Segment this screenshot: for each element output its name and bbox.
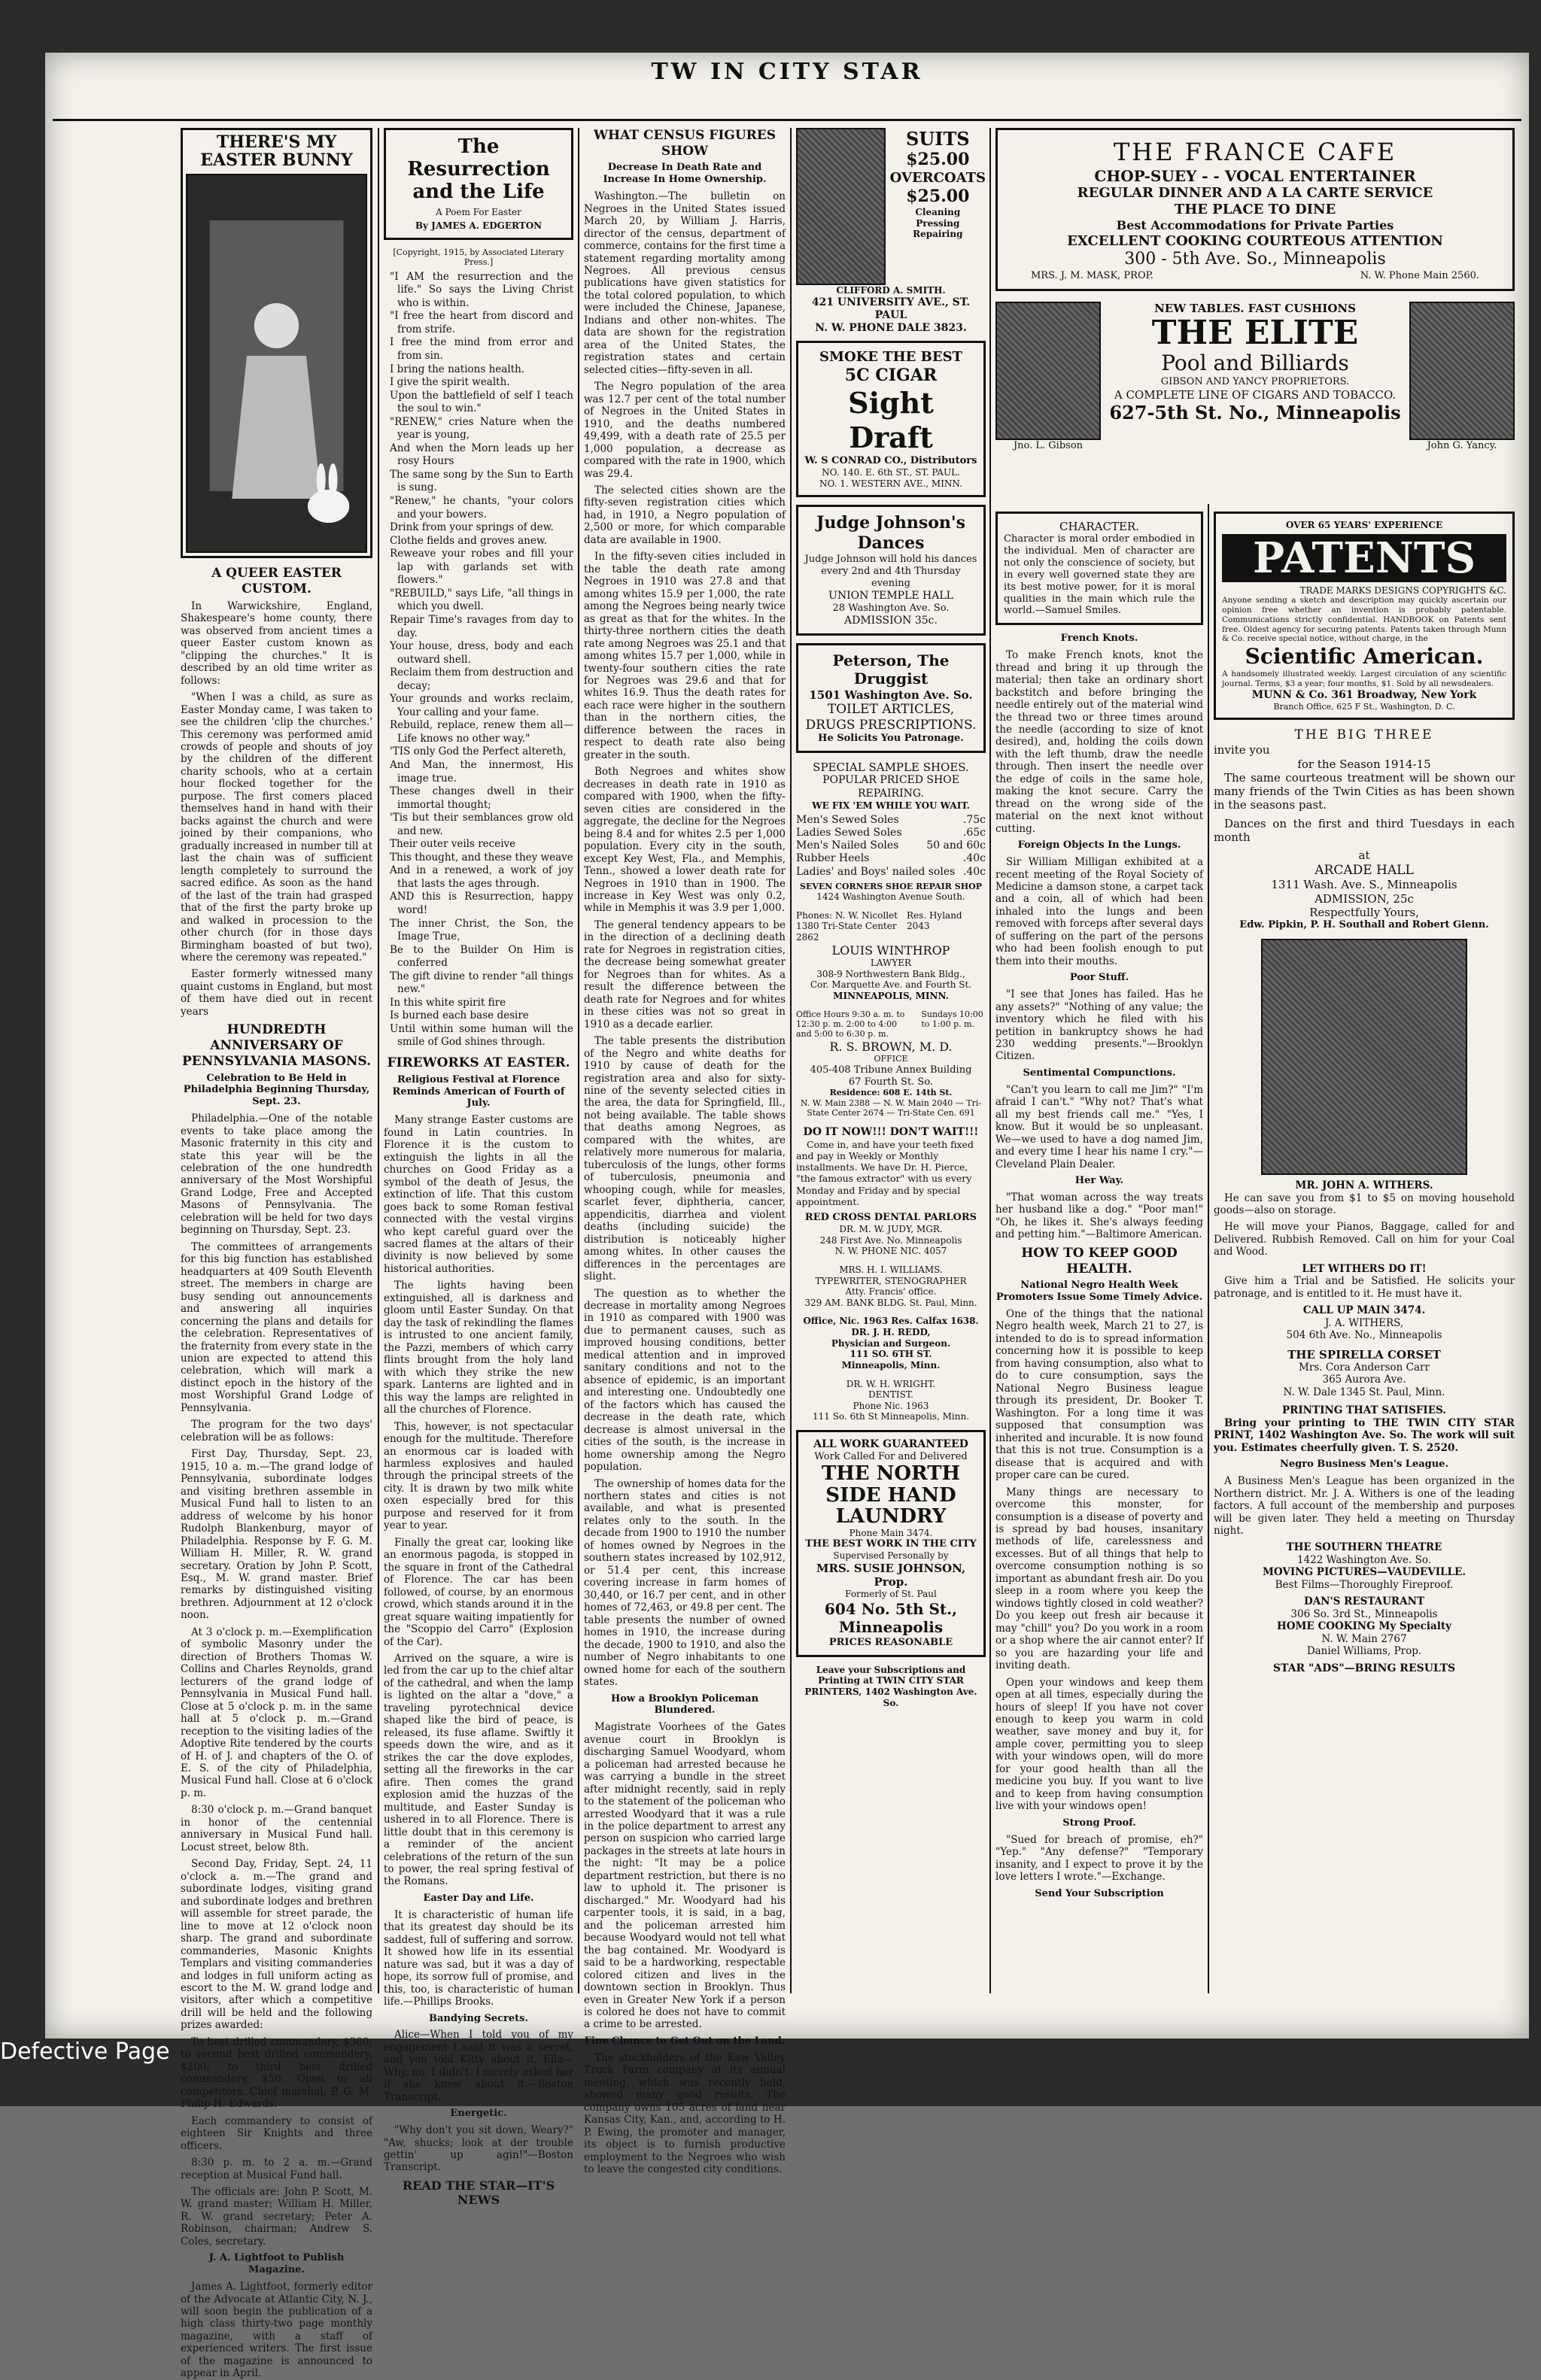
laundry-ad: [796, 1430, 986, 1657]
ad-text: Mrs. Cora Anderson Carr: [1299, 1361, 1430, 1374]
article-paragraph: In the fifty-seven cities included in the table the death rate among Negroes in 1910 was 27.8 and that among whites 15.9 per 1,000, the rate among the Negroes being nearly twice as great as that for the whites. In the thirty-three northern cities the death rate among Negroes was 25.1 and that among whites 15.7 per 1,000, while in twenty-four southern cities the rate for Negroes was 29.6 and that for whites 16.9. Thus the death rates for each race were higher in the southern than in the northern cities, the difference between the races in respect to death rate also being greater in the south.: [584, 551, 786, 761]
ad-text: Dances on the first and third Tuesdays in each month: [1214, 816, 1515, 844]
ad-text: invite you: [1214, 743, 1270, 757]
lightfoot-headline: J. A. Lightfoot to Publish Magazine.: [208, 2252, 345, 2276]
ad-text: RED CROSS DENTAL PARLORS: [804, 1212, 977, 1224]
ad-text: Best Accommodations for Private Parties: [1116, 218, 1394, 233]
clifford-smith-photo: [796, 128, 886, 285]
business-league-headline: Negro Business Men's League.: [1280, 1459, 1448, 1471]
ad-text: NO. 1. WESTERN AVE., MINN.: [819, 478, 962, 489]
strong-proof-headline: Strong Proof.: [1062, 1817, 1136, 1829]
ad-text: 111 SO. 6TH ST.: [850, 1349, 932, 1360]
ad-text: Repairing: [913, 229, 963, 240]
column-2: [384, 128, 573, 2208]
price-value: .40c: [962, 865, 986, 878]
column-4: [796, 128, 986, 1993]
ad-text: Work Called For and Delivered: [814, 1451, 968, 1463]
character-box: [995, 512, 1203, 625]
bandying-headline: Bandying Secrets.: [428, 2012, 529, 2024]
ad-text: TYPEWRITER, STENOGRAPHER: [815, 1275, 967, 1286]
poem-line: The same song by the Sun to Earth is sung.: [390, 468, 573, 494]
article-paragraph: It is characteristic of human life that its greatest day should be its saddest, full of suffering and sorrow. It showed how life in its essential nature was sad, but it was a day of hope, its sorrow full of promise, and this, too, is characteristic of human life.—Phillips Brooks.: [384, 1908, 573, 2008]
poem-line: These changes dwell in their immortal thought;: [390, 785, 573, 811]
ad-text: THE SPIRELLA CORSET: [1287, 1347, 1441, 1362]
census-headline: WHAT CENSUS FIGURES SHOW: [593, 128, 777, 159]
peterson-druggist-ad: [796, 643, 986, 753]
ad-text: N. W. Main 2388 — N. W. Main 2040 — Tri-State Center 2674 — Tri-State Cen. 691: [800, 1097, 982, 1119]
column-1: [181, 128, 372, 2380]
ad-text: A handsomely illustrated weekly. Largest circulation of any scientific journal. Terms, $3 a year; four months, $1. Sold by all newsdealers.: [1222, 669, 1506, 689]
ad-text: DR. W. H. WRIGHT.: [846, 1378, 936, 1389]
poem-copyright: [Copyright, 1915, by Associated Literary Press.]: [393, 247, 564, 268]
poem-line: And in a renewed, a work of joy that lasts the ages through.: [390, 864, 573, 890]
ad-text: He Solicits You Patronage.: [818, 733, 964, 745]
ad-text: The same courteous treatment will be shown our many friends of the Twin Cities as has been shown in the seasons past.: [1214, 770, 1515, 812]
typewriter-card: [796, 1264, 986, 1309]
ad-text: EXCELLENT COOKING COURTEOUS ATTENTION: [1067, 232, 1443, 249]
ad-text: Pressing: [916, 217, 960, 229]
article-paragraph: At 3 o'clock p. m.—Exemplification of symbolic Masonry under the direction of Brothers Thomas W. Collins and Charles Reynolds, grand lecturers of the grand lodge of Pennsylvania in Musical Fund hall. Close at 5 o'clock p. m. in the same hall at 5 o'clock p. m.—Grand reception to the visiting ladies of the Adoptive Rite tendered by the courts of H. of J. and chapters of the O. of E. S. of the city of Philadelphia, Musical Fund hall. Close at 6 o'clock p. m.: [181, 1626, 372, 1799]
ad-text: OFFICE: [874, 1054, 908, 1064]
withers-portrait: [1261, 939, 1467, 1175]
policeman-headline: How a Brooklyn Policeman Blundered.: [610, 1692, 759, 1717]
ad-text: Office, Nic. 1963 Res. Calfax 1638.: [803, 1316, 979, 1327]
ad-text: Supervised Personally by: [833, 1550, 949, 1562]
ad-text: DENTIST.: [868, 1389, 913, 1401]
ad-text: N. W. Dale 1345 St. Paul, Minn.: [1283, 1386, 1445, 1398]
ad-text: A COMPLETE LINE OF CIGARS AND TOBACCO.: [1114, 387, 1397, 402]
ad-text: 300 - 5th Ave. So., Minneapolis: [1124, 249, 1386, 269]
poem-line: Reweave your robes and fill your lap with garlands set with flowers.": [390, 548, 573, 587]
ad-text: Atty. Francis' office.: [845, 1286, 937, 1298]
france-cafe-ad: [995, 128, 1515, 291]
poem-line: Clothe fields and groves anew.: [390, 534, 548, 547]
ad-text: MRS. H. I. WILLIAMS.: [839, 1264, 943, 1275]
shoe-repair-ad: [796, 760, 986, 903]
ad-text: Cor. Marquette Ave. and Fourth St.: [810, 979, 972, 991]
poem-line: Their outer veils receive: [390, 838, 516, 851]
price-item: Rubber Heels: [796, 852, 870, 865]
ad-text: Judge Johnson will hold his dances every 2nd and 4th Thursday evening: [804, 554, 977, 589]
elite-pool-ad: [995, 302, 1515, 452]
poem-line: Drink from your springs of dew.: [390, 521, 554, 534]
ad-text: 1311 Wash. Ave. S., Minneapolis: [1271, 878, 1457, 892]
article-paragraph: To best drilled commandery, $300; to second best drilled commandery, $200; to third best drilled commandery, $50. Open to all competitors. Chief marshal, P. G. M. Philip H. Edwards.: [181, 2035, 372, 2111]
poem-line: AND this is Resurrection, happy word!: [390, 891, 573, 916]
ad-text: THE PLACE TO DINE: [1174, 202, 1336, 218]
ad-text: Phone Main 3474.: [849, 1527, 933, 1538]
ad-text: OVER 65 YEARS' EXPERIENCE: [1285, 520, 1443, 530]
column-footer: Send Your Subscription: [1035, 1887, 1164, 1899]
fireworks-subhead: Religious Festival at Florence Reminds American of Fourth of July.: [392, 1073, 565, 1110]
article-paragraph: 8:30 o'clock p. m.—Grand banquet in honor of the centennial anniversary in Musical Fund hall. Locust street, below 8th.: [181, 1804, 372, 1853]
ad-text: 306 So. 3rd St., Minneapolis: [1290, 1607, 1438, 1620]
ad-text: J. A. WITHERS,: [1324, 1316, 1404, 1329]
ad-text: Branch Office, 625 F St., Washington, D. C.: [1273, 702, 1455, 712]
french-knots-headline: French Knots.: [1060, 633, 1138, 645]
ad-text: TRADE MARKS DESIGNS COPYRIGHTS &C.: [1299, 584, 1506, 596]
ad-text: He can save you from $1 to $5 on moving household goods—also on storage.: [1214, 1192, 1515, 1216]
article-paragraph: "Sued for breach of promise, eh?" "Yep." "Any defense?" "Temporary insanity, and I expect to prove it by the love letters I wrote."—Exchange.: [995, 1833, 1203, 1884]
column-3: [584, 128, 786, 2176]
ad-text: GIBSON AND YANCY PROPRIETORS.: [1160, 376, 1350, 388]
ad-text: 604 No. 5th St., Minneapolis: [824, 1600, 958, 1637]
subscription-note: Leave your Subscriptions and Printing at TWIN CITY STAR PRINTERS, 1402 Washington Ave. So.: [804, 1664, 977, 1708]
yancy-photo: [1409, 302, 1515, 440]
ad-text: for the Season 1914-15: [1297, 757, 1431, 771]
ad-text: John G. Yancy.: [1427, 440, 1497, 452]
poem-line: "REBUILD," says Life, "all things in which you dwell.: [390, 587, 573, 613]
price-value: .40c: [962, 852, 986, 865]
article-paragraph: Many strange Easter customs are found in Latin countries. In Florence it is the custom to extinguish the lights in all the churches on Good Friday as a symbol of the death of Jesus, the extinction of life. That this custom goes back to some Roman festival connected with the vestal virgins who kept careful guard over the sacred flames at the altars of their divinity is now believed by some historical authorities.: [384, 1114, 573, 1275]
ad-text: Sundays 10:00 to 1:00 p. m.: [921, 1009, 983, 1029]
article-paragraph: Alice—When I told you of my engagement I said it was a secret, and you told Kitty about it. Ella—Why, no, I didn't. I merely asked her if she knew about it.—Boston Transcript.: [384, 2029, 573, 2103]
poem-subtitle: A Poem For Easter: [436, 206, 521, 217]
wright-card: [796, 1379, 986, 1423]
ad-text: Respectfully Yours,: [1309, 905, 1419, 919]
ad-text: 248 First Ave. No. Minneapolis: [819, 1234, 962, 1246]
ad-text: Phones: N. W. Nicollet 1380 Tri-State Center 2862: [796, 909, 898, 943]
ad-text: NEW TABLES. FAST CUSHIONS: [1154, 302, 1356, 316]
easter-bunny-illustration: [181, 128, 372, 558]
gibson-photo: [995, 302, 1101, 440]
article-paragraph: One of the things that the national Negro health week, March 21 to 27, is intended to do is to spread information concerning how it is possible to keep from having consumption, also what to do to cure consumption, says the National Negro Business league through its president, Dr. Booker T. Washington. For a long time it was supposed that consumption was inherited and incurable. It is now found that this is not true. Consumption is a disease that is acquired and with proper care can be cured.: [995, 1308, 1203, 1482]
poem-line: Repair Time's ravages from day to day.: [390, 613, 573, 639]
column-rule: [578, 128, 579, 1993]
ad-text: at: [1358, 848, 1370, 863]
price-row: [796, 814, 986, 827]
ad-text: THE ELITE: [1151, 313, 1359, 352]
price-item: Ladies Sewed Soles: [796, 827, 902, 839]
ad-text: N. W. Main 2767: [1321, 1632, 1407, 1645]
easter-day-headline: Easter Day and Life.: [423, 1892, 534, 1904]
doctor-card: [796, 1009, 986, 1119]
her-way-headline: Her Way.: [1074, 1175, 1124, 1187]
ad-text: Physician and Surgeon.: [831, 1337, 951, 1349]
ad-text: 28 Washington Ave. So.: [832, 602, 950, 614]
article-paragraph: Second Day, Friday, Sept. 24, 11 o'clock a. m.—The grand and subordinate lodges, visiting grand and subordinate lodges and brethren will assemble for street parade, the line to move at 12 o'clock noon sharp. The grand and subordinate commanderies, Masonic Knights Templars and visiting commanderies and lodges in full uniform acting as escort to the M. W. grand lodge and visitors, after which a competitive drill will be held and the following prizes awarded:: [181, 1858, 372, 2032]
article-paragraph: The Negro population of the area was 12.7 per cent of the total number of Negroes in the United States in 1910, and the deaths numbered 49,499, with a death rate of 25.5 per 1,000 population, a decrease as compared with the rate in 1900, which was 29.4.: [584, 381, 786, 480]
poem-line: Upon the battlefield of self I teach the soul to win.": [390, 389, 573, 415]
ad-text: SPECIAL SAMPLE SHOES.: [813, 760, 969, 775]
article-paragraph: Many things are necessary to overcome this monster, for consumption is a disease of poverty and is spread by bad houses, insanitary methods of life, carelessness and excesses. But of all things that help to overcome consumption nothing is so important as abundant fresh air. Do you sleep in a room where you keep the windows tightly closed in cold weather? Do you keep out fresh air because it may "chill" you? Do you work in a room or a shop where the air cannot enter? If so you are hazarding your life and inviting death.: [995, 1486, 1203, 1672]
ad-text: Scientific American.: [1245, 644, 1484, 669]
poem-line: Your house, dress, body and each outward shell.: [390, 640, 573, 666]
poem-line: Until within some human will the smile of God shines through.: [390, 1022, 573, 1049]
ad-text: 421 UNIVERSITY AVE., ST. PAUL: [811, 296, 971, 321]
ad-text: N. W. PHONE DALE 3823.: [815, 321, 967, 334]
ad-text: MOVING PICTURES—VAUDEVILLE.: [1262, 1566, 1467, 1579]
ad-text: MINNEAPOLIS, MINN.: [833, 990, 949, 1001]
poem-line: I free the mind from error and from sin.: [390, 336, 573, 363]
article-paragraph: A Business Men's League has been organized in the Northern district. Mr. J. A. Withers is one of the leading factors. A full account of the membership and purposes will be given later. They held a meeting on Thursday night.: [1214, 1475, 1515, 1537]
ad-text: UNION TEMPLE HALL: [828, 589, 953, 602]
ad-text: DR. J. H. REDD,: [851, 1327, 931, 1338]
ad-text: He will move your Pianos, Baggage, called for and Delivered. Rubbish Removed. Call on him for your Coal and Wood.: [1214, 1221, 1515, 1258]
price-value: .65c: [962, 827, 986, 839]
ad-text: R. S. BROWN, M. D.: [829, 1039, 953, 1054]
top-right-ads: [995, 128, 1515, 504]
ad-text: Jno. L. Gibson: [1013, 440, 1084, 452]
ad-text: PRINTING THAT SATISFIES.: [1282, 1404, 1446, 1417]
ad-text: LET WITHERS DO IT!: [1302, 1262, 1427, 1275]
poem-line: "Renew," he chants, "your colors and your bowers.: [390, 495, 573, 521]
article-paragraph: Character is moral order embodied in the individual. Men of character are not only the conscience of society, but in every well governed state they are its best motive power, for it is moral qualities in the main which rule the world.—Samuel Smiles.: [1004, 533, 1195, 617]
judge-johnson-dances-ad: [796, 505, 986, 635]
article-paragraph: Open your windows and keep them open at all times, especially during the hours of sleep! If you have not cover enough to keep you warm in cold weather, save money and buy it, for ample cover, permitting you to sleep with your windows open, will do more for your good health than all the medicine you buy. If you want to live and to keep from having consumption live with your windows open!: [995, 1676, 1203, 1813]
ad-text: Bring your printing to THE TWIN CITY STAR PRINT, 1402 Washington Ave. So. The work will suit you. Estimates cheerfully given. T. S. 2520.: [1214, 1416, 1515, 1454]
column-6: [1214, 512, 1515, 1986]
ad-text: HOME COOKING My Specialty: [1277, 1620, 1451, 1633]
ad-text: Peterson, The Druggist: [832, 651, 950, 688]
column-rule: [790, 128, 792, 1993]
price-item: Men's Nailed Soles: [796, 839, 899, 852]
price-row: [796, 839, 986, 852]
character-headline: CHARACTER.: [1059, 520, 1139, 533]
poem-line: The inner Christ, the Son, the Image True,: [390, 917, 573, 943]
poem-line: Be to the Builder On Him is conferred: [390, 943, 573, 970]
article-paragraph: This, however, is not spectacular enough for the multitude. Therefore an enormous car is loaded with harmless explosives and hauled through the principal streets of the city. It is drawn by two milk white oxen especially bred for this purpose and reserved for it from year to year.: [384, 1420, 573, 1532]
ad-text: 1422 Washington Ave. So.: [1296, 1553, 1432, 1566]
ad-text: Pool and Billiards: [1161, 350, 1349, 375]
article-paragraph: Both Negroes and whites show decreases in death rate in 1910 as compared with 1900, when the fifty-seven cities are considered in the aggregate, the decline for the Negroes being 8.4 and for whites 2.5 per 1,000 population. Every city in the south, except Key West, Fla., and Memphis, Tenn., showed a lower death rate for Negroes in 1910 than in 1900. The increase in Key West was only 0.2, while in Memphis it was 3.9 per 1,000.: [584, 766, 786, 915]
poor-stuff-headline: Poor Stuff.: [1069, 972, 1129, 984]
suits-ad: [796, 128, 986, 285]
ad-text: REGULAR DINNER AND A LA CARTE SERVICE: [1077, 185, 1433, 202]
ad-text: Residence: 608 E. 14th St.: [829, 1088, 953, 1098]
price-row: [796, 852, 986, 865]
article-paragraph: The lights having been extinguished, all is darkness and gloom until Easter Sunday. On that day the task of rekindling the flames is intrusted to one ancient family, the Pazzi, members of which carry flints brought from the holy land with which they strike the new spark. Lanterns are lighted and in this way the lamps are relighted in all the churches of Florence.: [384, 1280, 573, 1416]
lawyer-card: [796, 910, 986, 1002]
ad-text: DO IT NOW!!! DON'T WAIT!!!: [803, 1125, 979, 1138]
ad-text: N. W. Phone Main 2560.: [1360, 269, 1479, 281]
ad-text: PRICES REASONABLE: [828, 1636, 953, 1648]
price-item: Ladies' and Boys' nailed soles: [796, 865, 956, 878]
ad-text: Edw. Pipkin, P. H. Southall and Robert Glenn.: [1239, 919, 1489, 931]
ad-text: 504 6th Ave. No., Minneapolis: [1286, 1329, 1442, 1342]
defective-page-label: Defective Page: [0, 2038, 170, 2065]
price-item: Men's Sewed Soles: [796, 814, 899, 827]
price-value: 50 and 60c: [926, 839, 986, 852]
poem-title-box: [384, 128, 573, 240]
article-paragraph: Each commandery to consist of eighteen Sir Knights and three officers.: [181, 2114, 372, 2152]
poem-line: And Man, the innermost, His image true.: [390, 758, 573, 785]
article-paragraph: 8:30 p. m. to 2 a. m.—Grand reception at Musical Fund hall.: [181, 2157, 372, 2181]
article-paragraph: Washington.—The bulletin on Negroes in the United States issued March 20, by William J. Harris, director of the census, department of commerce, contains for the first time a statement regarding mortality among Negroes. All previous census publications have given statistics for the total colored population, to which were included the Chinese, Japanese, Indians and other non-whites. The data are shown for the registration area of the United States, the registration states and certain selected cities—fifty-seven in all.: [584, 190, 786, 376]
ad-text: CLIFFORD A. SMITH.: [836, 285, 946, 296]
poem-line: The gift divine to render "all things new.": [390, 970, 573, 996]
fireworks-headline: FIREWORKS AT EASTER.: [387, 1055, 570, 1070]
ad-text: 308-9 Northwestern Bank Bldg.,: [816, 968, 965, 979]
ad-text: DR. M. W. JUDY, MGR.: [839, 1224, 943, 1235]
ad-text: 1501 Washington Ave. So.: [809, 688, 973, 702]
article-paragraph: The committees of arrangements for this big function has established headquarters at 409 South Eleventh street. The members in charge are busy sending out announcements and answering all inquiries concerning the plans and details for the celebration. Representatives of the fraternity from every state in the union are expected to attend this celebration, which will mark a distinct epoch in the history of the most Worshipful Grand Lodge of Pennsylvania.: [181, 1240, 372, 1414]
poem-line: Is burned each base desire: [390, 1009, 529, 1022]
ad-text: POPULAR PRICED SHOE REPAIRING.: [822, 774, 959, 800]
ad-text: OVERCOATS: [889, 170, 986, 187]
masons-subhead: Celebration to Be Held in Philadelphia Beginning Thursday, Sept. 23.: [183, 1072, 370, 1108]
article-paragraph: "That woman across the way treats her husband like a dog." "Poor man!" "Oh, he likes it. She's always feeding and petting him."—Baltimore American.: [995, 1191, 1203, 1241]
ad-text: Office Hours 9:30 a. m. to 12:30 p. m. 2:00 to 4:00 and 5:00 to 6:30 p. m.: [796, 1009, 905, 1040]
price-row: [796, 827, 986, 839]
ad-text: ADMISSION, 25c: [1315, 891, 1414, 906]
ad-text: Judge Johnson's Dances: [816, 513, 966, 554]
ad-text: TOILET ARTICLES, DRUGS PRESCRIPTIONS.: [805, 701, 977, 733]
big-three-ad: [1214, 727, 1515, 931]
poem-line: Rebuild, replace, renew them all—Life knows no other way.": [390, 719, 573, 745]
ad-text: ADMISSION 35c.: [844, 614, 938, 627]
ad-text: $25.00: [906, 150, 970, 170]
poem-line: "I free the heart from discord and from strife.: [390, 310, 573, 335]
dental-parlors-ad: [796, 1126, 986, 1257]
article-paragraph: To make French knots, knot the thread and bring it up through the material; then take an ordinary short backstitch and before bringing the needle entirely out of the material wind the thread two or three times around the needle (according to size of knot desired), and, holding the coils down with the left thumb, draw the needle through. Then insert the needle over the edge of coils in the same hole, making the knot secure. Carry the thread on the wrong side of the material on the next knot without cutting.: [995, 649, 1203, 835]
ad-text: NO. 140. E. 6th ST., ST. PAUL.: [822, 467, 960, 478]
article-paragraph: In Warwickshire, England, Shakespeare's home county, there was observed from ancient times a queer Easter custom known as "clipping the churches." It is described by an old time writer as follows:: [181, 600, 372, 687]
poem-line: I bring the nations health.: [390, 363, 525, 375]
health-subhead: National Negro Health Week Promoters Issue Some Timely Advice.: [995, 1280, 1203, 1304]
ad-text: W. S CONRAD CO., Distributors: [804, 455, 977, 467]
census-subhead: Decrease In Death Rate and Increase In Home Ownership.: [603, 162, 767, 186]
ad-text: 111 So. 6th St Minneapolis, Minn.: [812, 1411, 970, 1422]
article-paragraph: The ownership of homes data for the northern states and cities is not available, and what is presented relates only to the south. In the decade from 1900 to 1910 the number of homes owned by Negroes in the southern states increased by 102,912, or 51.4 per cent, this increase covering increase in farm homes of 30,440, or 16.7 per cent, and in other homes of 72,463, or 49.8 per cent. The table presents the number of owned homes in 1910, the increase during the decade, 1900 to 1910, and also the number of Negro inhabitants to one owned home for each of the southern states.: [584, 1477, 786, 1689]
ad-text: PATENTS: [1222, 534, 1506, 582]
column-rule: [378, 128, 379, 1993]
compunctions-headline: Sentimental Compunctions.: [1023, 1067, 1176, 1079]
ad-text: $25.00: [906, 187, 970, 207]
girl-with-bunny-picture: [186, 174, 367, 553]
article-paragraph: The question as to whether the decrease in mortality among Negroes in 1910 as compared with 1900 was due to permanent causes, such as improved housing conditions, better medical attention and in improved sanitary conditions and not to the absence of epidemic, is an important and interesting one. Undoubtedly one of the factors which has caused the decrease in the death rate, which decrease is almost universal in the cities of the south, is the increase in home ownership among the Negro population.: [584, 1287, 786, 1474]
article-paragraph: "Why don't you sit down, Weary?" "Aw, shucks; look at der trouble gettin' up agin!"—Boston Transcript.: [384, 2124, 573, 2174]
ad-text: ARCADE HALL: [1315, 862, 1414, 878]
ad-text: CALL UP MAIN 3474.: [1302, 1304, 1426, 1317]
article-paragraph: "Can't you learn to call me Jim?" "I'm afraid I can't." "Why not? That's what all my best friends call me." "Yes, I know. But it would be so unpleasant. We—we used to have a dog named Jim, and every time I hear his name I cry."—Cleveland Plain Dealer.: [995, 1083, 1203, 1170]
poem-line: I give the spirit wealth.: [390, 376, 510, 389]
ad-text: THE SOUTHERN THEATRE: [1286, 1541, 1442, 1554]
poem-line: Reclaim them from destruction and decay;: [390, 666, 573, 692]
column-5: [995, 512, 1203, 1986]
ad-text: THE BEST WORK IN THE CITY: [805, 1538, 977, 1550]
poem-line: In this white spirit fire: [390, 996, 506, 1009]
ad-text: Give him a Trial and be Satisfied. He solicits your patronage, and is entitled to it. He must have it.: [1214, 1275, 1515, 1300]
article-paragraph: First Day, Thursday, Sept. 23, 1915, 10 a. m.—The grand lodge of Pennsylvania, subordinate lodges and visiting brethren assemble in Musical Fund hall to listen to an address of welcome by his honor Rudolph Blankenburg, mayor of Philadelphia. Response by F. G. M. William H. Miller, R. W. grand secretary. Oration by John P. Scott, Esq., M. W. grand master. Brief remarks by distinguished visiting brethren. Adjournment at 12 o'clock noon.: [181, 1448, 372, 1622]
ad-text: Come in, and have your teeth fixed and pay in Weekly or Monthly installments. We have Dr. H. Pierce, "the famous extractor" with us every Monday and Friday and by special appointment.: [796, 1138, 974, 1207]
masthead: TW IN CITY STAR: [651, 59, 923, 85]
ad-text: CHOP-SUEY - - VOCAL ENTERTAINER: [1094, 167, 1416, 186]
masons-headline: HUNDREDTH ANNIVERSARY OF PENNSYLVANIA MASONS.: [181, 1022, 372, 1069]
article-paragraph: Finally the great car, looking like an enormous pagoda, is stopped in the square in front of the Cathedral of Florence. The car has been followed, of course, by an enormous crowd, which stands around it in the great square waiting impatiently for the "Scoppio del Carro" (Explosion of the Car).: [384, 1536, 573, 1648]
top-rule: [53, 119, 1521, 121]
ad-text: SMOKE THE BEST: [819, 348, 962, 365]
lungs-headline: Foreign Objects In the Lungs.: [1017, 839, 1181, 852]
article-paragraph: The selected cities shown are the fifty-seven registration cities which had, in 1910, a Negro population of 2,500 or more, for which comparable data are available in 1900.: [584, 484, 786, 546]
ad-text: 405-408 Tribune Annex Building: [810, 1064, 972, 1076]
ad-text: THE FRANCE CAFE: [1113, 138, 1397, 166]
column-footer: READ THE STAR—IT'S NEWS: [402, 2178, 555, 2208]
ad-text: 329 AM. BANK BLDG. St. Paul, Minn.: [804, 1297, 977, 1308]
ad-text: ALL WORK GUARANTEED: [813, 1438, 968, 1451]
column-rule: [989, 128, 991, 1993]
article-paragraph: The program for the two days' celebration will be as follows:: [181, 1419, 372, 1443]
poem-line: 'TIS only God the Perfect altereth,: [390, 745, 567, 758]
ad-text: Phone Nic. 1963: [853, 1400, 929, 1411]
ad-text: 5C CIGAR: [844, 365, 938, 385]
article-paragraph: Sir William Milligan exhibited at a recent meeting of the Royal Society of Medicine a damson stone, a carpet tack and a coin, all of which had been inhaled into the lungs and been removed with forceps after several days of suffering on the part of the persons who had been foolish enough to put them into their mouths.: [995, 856, 1203, 967]
article-paragraph: Arrived on the square, a wire is led from the car up to the chief altar of the cathedral, and when the lamp is lighted on the altar a "dove," a traveling pyrotechnical device shaped like the bird of peace, is released, its fuse aflame. Swiftly it speeds down the wire, and as it strikes the car the dove explodes, setting all the fireworks in the car afire. Then comes the grand explosion amid the huzzas of the multitude, and Easter Sunday is ushered in to all Florence. There is little doubt that in this ceremony is a reminder of the ancient celebrations of the return of the sun to power, the real spring festival of the Romans.: [384, 1653, 573, 1888]
ad-text: Daniel Williams, Prop.: [1306, 1645, 1422, 1658]
ad-text: Cleaning: [915, 206, 961, 217]
ad-text: MUNN & Co. 361 Broadway, New York: [1251, 688, 1477, 701]
energetic-headline: Energetic.: [450, 2108, 507, 2120]
poem-line: This thought, and these they weave: [390, 851, 573, 864]
article-paragraph: Philadelphia.—One of the notable events to take place among the Masonic fraternity in this city and state this year will be the celebration of the one hundredth anniversary of the Most Worshipful Grand Lodge, Free and Accepted Masons of Pennsylvania. The celebration will be held for two days beginning on Thursday, Sept. 23.: [181, 1113, 372, 1237]
ad-text: MR. JOHN A. WITHERS.: [1295, 1179, 1433, 1192]
patents-ad: [1214, 512, 1515, 720]
ad-text: 365 Aurora Ave.: [1322, 1374, 1406, 1386]
price-row: [796, 866, 986, 879]
column-footer: STAR "ADS"—BRING RESULTS: [1272, 1662, 1456, 1674]
ad-text: Res. Hyland 2043: [907, 909, 962, 932]
ad-text: Anyone sending a sketch and description may quickly ascertain our opinion free whether an invention is probably patentable. Communications strictly confidential. HANDBOOK on Patents sent free. Oldest agency for securing patents. Patents taken through Munn & Co. receive special notice, without charge, in the: [1222, 596, 1506, 644]
redd-card: [796, 1316, 986, 1371]
ad-text: MRS. SUSIE JOHNSON, Prop.: [816, 1561, 966, 1589]
ad-text: SUITS: [905, 128, 970, 150]
ad-text: SEVEN CORNERS SHOE REPAIR SHOP: [800, 881, 982, 891]
ad-text: WE FIX 'EM WHILE YOU WAIT.: [812, 800, 970, 811]
ad-text: THE BIG THREE: [1294, 727, 1434, 743]
ad-text: THE NORTH SIDE HAND LAUNDRY: [821, 1462, 961, 1528]
ad-text: N. W. PHONE NIC. 4057: [834, 1246, 947, 1257]
article-paragraph: The general tendency appears to be in the direction of a declining death rate for Negroes in registration cities, the decrease being somewhat greater for Negroes than for whites. As a result the difference between the death rate for Negroes and for whites in these cities was not so great in 1910 as a decade earlier.: [584, 918, 786, 1031]
ad-text: 627-5th St. No., Minneapolis: [1109, 402, 1401, 424]
poem-line: Your grounds and works reclaim, Your calling and your fame.: [390, 693, 573, 718]
poem-line: "RENEW," cries Nature when the year is young,: [390, 415, 573, 442]
shoe-price-list: [796, 814, 986, 878]
ad-text: Minneapolis, Minn.: [841, 1359, 941, 1371]
ad-text: Sight Draft: [848, 385, 934, 454]
article-paragraph: "When I was a child, as sure as Easter Monday came, I was taken to see the children 'clip the churches.' This ceremony was performed amid crowds of people and shouts of joy by the children of the different charity schools, who at a certain hour flocked together for the purpose. The first comers placed themselves hand in hand with their backs against the church and were joined by their companions, who gradually increased in number till at last the chain was of sufficient length completely to surround the sacred edifice. As soon as the hand of the last of the train had grasped that of the first the party broke up and walked in procession to the other church (for in those days Birmingham boasted of but two), where the ceremony was repeated.": [181, 691, 372, 964]
ad-text: MRS. J. M. MASK, PROP.: [1031, 269, 1153, 281]
ad-text: Formerly of St. Paul: [845, 1589, 937, 1600]
article-paragraph: James A. Lightfoot, formerly editor of the Advocate at Atlantic City, N. J., will soon begin the publication of a high class thirty-two page monthly magazine, with a staff of experienced writers. The first issue of the magazine is announced to appear in April.: [181, 2281, 372, 2380]
article-paragraph: Magistrate Voorhees of the Gates avenue court in Brooklyn is discharging Samuel Woodyard, whom a policeman had arrested because he was carrying a bundle in the street after midnight recently, said in reply to the statement of the policeman who arrested Woodyard that it was a rule in the police department to arrest any person on suspicion who carried large packages in the streets at late hours in the night: "It may be a police department restriction, but there is no law to uphold it. The prisoner is discharged." Mr. Woodyard had his carpenter tools, it is said, in a bag, and the policeman arrested him because Woodyard would not tell what the bag contained. Mr. Woodyard is said to be a hardworking, respectable colored citizen and lives in the downtown section in Brooklyn. Thus even in Greater New York if a person is colored he does not have to commit a crime to be arrested.: [584, 1721, 786, 2031]
ad-text: 1424 Washington Avenue South.: [816, 891, 965, 902]
poem-line: And when the Morn leads up her rosy Hours: [390, 442, 573, 468]
article-paragraph: The stockholders of the Kaw Valley Truck Farm company at its annual meeting, which was recently held, showed many good results. The company owns 105 acres of land near Kansas City, Kan., and, according to H. P. Ewing, the promoter and manager, its object is to furnish productive employment to the Negroes who wish to leave the congested city conditions.: [584, 2051, 786, 2176]
article-paragraph: Easter formerly witnessed many quaint customs in England, but most of them have died out in recent years: [181, 968, 372, 1018]
article-paragraph: The table presents the distribution of the Negro and white deaths for 1910 by cause of death for the registration area and also for sixty-nine of the seventy selected cities in the area, the data for Springfield, Ill., not being available. The table shows that deaths among Negroes, as compared with the whites, are relatively more numerous for malaria, tuberculosis of the lungs, other forms of tuberculosis, pneumonia and whooping cough, while for measles, scarlet fever, diphtheria, cancer, appendicitis, diarrhea and violent deaths (including suicide) the distribution is noticeably higher among whites. In other causes the differences in the percentages are slight.: [584, 1035, 786, 1283]
article-paragraph: "I see that Jones has failed. Has he any assets?" "Nothing of any value; the inventory which he filed with his petition in bankruptcy shows he had 230 wedding presents."—Brooklyn Citizen.: [995, 988, 1203, 1063]
sight-draft-cigar-ad: [796, 341, 986, 498]
health-headline: HOW TO KEEP GOOD HEALTH.: [1021, 1245, 1178, 1277]
price-value: .75c: [962, 814, 986, 827]
ad-text: LOUIS WINTHROP: [831, 943, 950, 958]
poem-line: 'Tis but their semblances grow old and new.: [390, 812, 573, 837]
poem-title: The Resurrection and the Life: [407, 135, 550, 203]
ad-text: DAN'S RESTAURANT: [1304, 1595, 1424, 1608]
article-paragraph: The officials are: John P. Scott, M. W. grand master; William H. Miller, R. W. grand secretary; Peter A. Robinson, chairman; Andrew S. Coles, secretary.: [181, 2186, 372, 2248]
ad-text: Best Films—Thoroughly Fireproof.: [1275, 1578, 1454, 1591]
column-rule: [1208, 504, 1209, 1993]
poem-line: "I AM the resurrection and the life." So says the Living Christ who is within.: [390, 270, 573, 309]
ad-text: 67 Fourth St. So.: [848, 1076, 934, 1088]
queer-custom-headline: A QUEER EASTER CUSTOM.: [211, 566, 342, 597]
ad-text: LAWYER: [870, 958, 912, 969]
poem-body: [384, 271, 573, 1049]
easter-title: THERE'S MY EASTER BUNNY: [200, 132, 353, 171]
farm-headline: Fine Chance to Get Out on the Land.: [584, 2035, 786, 2047]
poem-author: By JAMES A. EDGERTON: [415, 220, 543, 232]
